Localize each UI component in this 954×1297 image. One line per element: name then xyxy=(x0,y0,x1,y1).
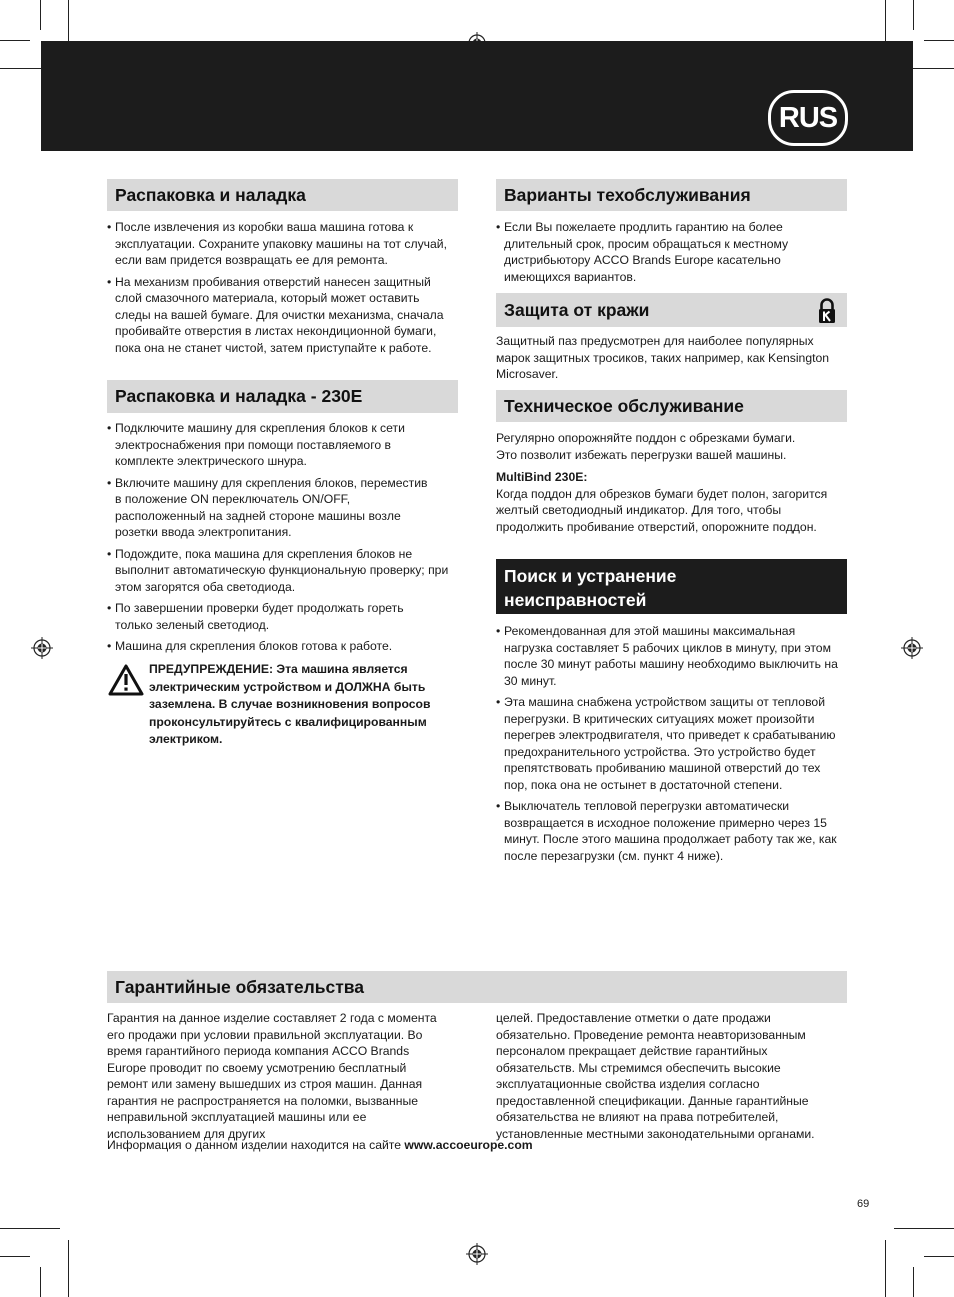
section-title-maintenance: Техническое обслуживание xyxy=(496,390,847,422)
crop-mark xyxy=(913,1267,914,1297)
troubleshooting-title-line2: неисправностей xyxy=(504,590,647,610)
crop-mark xyxy=(40,0,41,30)
crop-mark xyxy=(0,1228,60,1229)
service-list xyxy=(496,219,846,290)
crop-mark xyxy=(924,40,954,41)
theft-protection-text: Защитный паз предусмотрен для наиболее популярных марок защитных тросиков, таких например, как Kensington Microsaver. xyxy=(496,334,830,381)
crop-mark xyxy=(40,1267,41,1297)
warranty-text-col2: целей. Предоставление отметки о дате продажи обязательно. Проведение ремонта неавторизованным персоналом прекращает действие гарантийных обязательств. Мы стремимся обеспечить высокие эксплуатационные свойства изделия согласно предоставленной спецификации. Данные гарантийные обязательства не влияют на права потребителей, установленные местными законодательными органами. xyxy=(496,1011,815,1141)
maintenance-text-block xyxy=(496,430,848,535)
section-title-warranty: Гарантийные обязательства xyxy=(107,971,847,1003)
crop-mark xyxy=(0,1256,30,1257)
registration-mark-icon xyxy=(901,637,923,659)
list-item: • На механизм пробивания отверстий нанесен защитный слой смазочного материала, который может оставить следы на вашей бумаге. Для очистки механизма, сначала пробивайте отверстия в листах некондиционной бумаги, пока она не станет чистой, затем приступайте к работе. xyxy=(107,274,452,357)
crop-mark xyxy=(68,1240,69,1297)
list-item: • Подключите машину для скрепления блоков к сети электроснабжения при помощи поставляемого в комплекте электрического шнура. xyxy=(107,420,458,470)
maintenance-model-text: Когда поддон для обрезков бумаги будет полон, загорится желтый светодиодный индикатор. Для того, чтобы продолжить пробивание отверстий, опорожните поддон. xyxy=(496,486,828,534)
crop-mark xyxy=(894,1228,954,1229)
list-item: • Эта машина снабжена устройством защиты от тепловой перегрузки. В критических ситуациях может произойти перегрев электродвигателя, что приведет к срабатыванию предохранительного устройства. Это устройство будет препятствовать пробиванию машиной отверстий до тех пор, пока она не остынет в достаточной степени. xyxy=(496,694,838,793)
troubleshooting-list xyxy=(496,623,838,869)
list-item: • Включите машину для скрепления блоков, переместив в положение ON переключатель ON/OFF, расположенный на задней стороне машины возле розетки ввода электропитания. xyxy=(107,475,458,541)
warning-triangle-icon xyxy=(108,664,144,696)
page-number: 69 xyxy=(857,1198,870,1210)
registration-mark-icon xyxy=(466,1243,488,1265)
troubleshooting-title-line1: Поиск и устранение xyxy=(504,566,677,586)
list-item: • Рекомендованная для этой машины максимальная нагрузка составляет 5 рабочих циклов в минуту, при этом после 30 минут работы машину необходимо выключить на 30 минут. xyxy=(496,623,838,689)
language-badge: RUS xyxy=(768,90,848,146)
section-title-unpacking: Распаковка и наладка xyxy=(107,179,458,211)
crop-mark xyxy=(0,40,30,41)
section-title-theft-protection: Защита от кражи xyxy=(496,293,847,327)
section-title-service-options: Варианты техобслуживания xyxy=(496,179,847,211)
product-info-link[interactable]: www.accoeurope.com xyxy=(404,1138,533,1152)
crop-mark xyxy=(885,1240,886,1297)
warranty-text-col1: Гарантия на данное изделие составляет 2 года с момента его продажи при условии правильной эксплуатации. Во время гарантийного периода компания ACCO Brands Europe проводит по своему усмотрению бесплатный ремонт или замену вышедших из строя машин. Данная гарантия не распространяется на поломки, вызванные неправильной эксплуатацией машины или ее использованием для других xyxy=(107,1011,437,1141)
list-item: • После извлечения из коробки ваша машина готова к эксплуатации. Сохраните упаковку машины на тот случай, если вам придется возвращать ее для ремонта. xyxy=(107,219,452,269)
maintenance-text: Регулярно опорожняйте поддон с обрезками бумаги. Это позволит избежать перегрузки вашей машины. xyxy=(496,431,796,462)
warning-text: ПРЕДУПРЕЖДЕНИЕ: Эта машина является электрическим устройством и ДОЛЖНА быть заземлена. В случае возникновения вопросов проконсультируйтесь с квалифицированным электриком. xyxy=(149,662,431,746)
registration-mark-icon xyxy=(31,637,53,659)
unpacking-list xyxy=(107,219,452,361)
kensington-lock-icon xyxy=(817,298,837,324)
product-info-line xyxy=(107,1137,707,1154)
crop-mark xyxy=(913,0,914,30)
list-item: • Если Вы пожелаете продлить гарантию на более длительный срок, просим обращаться к местному дистрибьютору ACCO Brands Europe касательно имеющихся вариантов. xyxy=(496,219,846,285)
section-title-troubleshooting xyxy=(496,559,847,614)
unpacking-230e-list xyxy=(107,420,458,660)
section-title-unpacking-230e: Распаковка и наладка - 230E xyxy=(107,380,458,413)
maintenance-model-label: MultiBind 230E: xyxy=(496,470,588,484)
product-info-text: Информация о данном изделии находится на сайте xyxy=(107,1138,405,1152)
list-item: • По завершении проверки будет продолжать гореть только зеленый светодиод. xyxy=(107,600,458,633)
list-item: • Машина для скрепления блоков готова к работе. xyxy=(107,638,458,655)
list-item: • Выключатель тепловой перегрузки автоматически возвращается в исходное положение примерно через 15 минут. После этого машина продолжает работу так же, как после перезагрузки (см. пункт 4 ниже). xyxy=(496,798,838,864)
list-item: • Подождите, пока машина для скрепления блоков не выполнит автоматическую функциональную проверку; при этом загорятся оба светодиода. xyxy=(107,546,458,596)
crop-mark xyxy=(924,1256,954,1257)
